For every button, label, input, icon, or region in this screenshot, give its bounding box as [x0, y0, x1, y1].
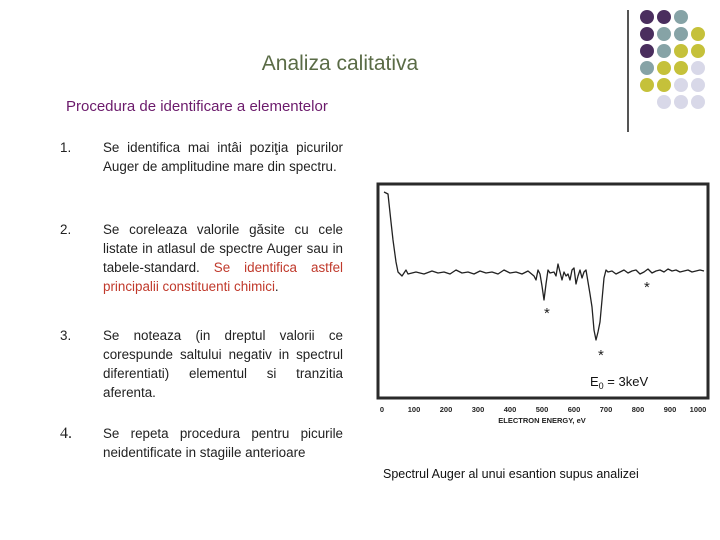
decorative-dot: [674, 44, 688, 58]
tick-label: 100: [407, 405, 421, 414]
list-number: 4.: [60, 425, 72, 442]
list-text: Se noteaza (in dreptul valorii ce corespunde saltului negativ in spectrul diferentiati) elementul si tranzitia aferenta.: [103, 328, 343, 400]
energy-label: $E_0 = 3keV$: [590, 374, 649, 391]
decorative-dot: [640, 61, 654, 75]
decorative-dot: [691, 27, 705, 41]
decorative-dot: [640, 44, 654, 58]
decorative-dot: [640, 27, 654, 41]
x-axis-ticks: [380, 405, 706, 414]
list-text-main: Se coreleaza valorile găsite cu cele listate in atlasul de spectre Auger sau in tabele-standard.: [103, 222, 343, 275]
auger-spectrum-figure: [376, 182, 710, 436]
figure-caption: Spectrul Auger al unui esantion supus analizei: [383, 467, 639, 481]
decorative-dot-grid: [640, 10, 720, 120]
decorative-dot: [657, 27, 671, 41]
tick-label: 900: [663, 405, 677, 414]
decorative-dot: [657, 10, 671, 24]
tick-label: 500: [535, 405, 549, 414]
list-text: Se identifica mai intâi poziţia picurilor Auger de amplitudine mare din spectru.: [103, 140, 343, 174]
tick-label: 600: [567, 405, 581, 414]
x-axis-label: ELECTRON ENERGY, eV: [498, 416, 586, 425]
slide-title: Analiza calitativa: [261, 52, 419, 75]
tick-label: 1000: [689, 405, 707, 414]
peak-marker: *: [644, 279, 650, 296]
peak-marker: *: [544, 305, 550, 322]
list-number: 1.: [60, 140, 72, 155]
list-text: [103, 220, 343, 296]
tick-label: 200: [439, 405, 453, 414]
slide-subtitle: Procedura de identificare a elementelor: [66, 98, 328, 115]
decorative-dot: [691, 95, 705, 109]
decorative-dot: [674, 95, 688, 109]
decorative-divider: [627, 10, 629, 132]
decorative-dot: [674, 27, 688, 41]
decorative-dot: [657, 95, 671, 109]
decorative-dot: [640, 78, 654, 92]
decorative-dot: [674, 61, 688, 75]
decorative-dot: [691, 78, 705, 92]
tick-label: 0: [379, 405, 385, 414]
list-text: Se repeta procedura pentru picurile neidentificate in stagiile anterioare: [103, 426, 343, 460]
list-text-tail: .: [274, 279, 279, 294]
decorative-dot: [657, 44, 671, 58]
tick-label: 400: [503, 405, 517, 414]
list-number: 3.: [60, 328, 72, 343]
decorative-dot: [674, 78, 688, 92]
highlight-text: Se identifica astfel principalii constituenti chimici: [103, 260, 343, 294]
decorative-dot: [640, 10, 654, 24]
list-number: 2.: [60, 222, 72, 237]
peak-marker: *: [598, 347, 604, 364]
decorative-dot: [657, 61, 671, 75]
decorative-dot: [657, 78, 671, 92]
tick-label: 300: [471, 405, 485, 414]
decorative-dot: [674, 10, 688, 24]
decorative-dot: [691, 61, 705, 75]
tick-label: 700: [599, 405, 613, 414]
tick-label: 800: [631, 405, 645, 414]
decorative-dot: [691, 44, 705, 58]
